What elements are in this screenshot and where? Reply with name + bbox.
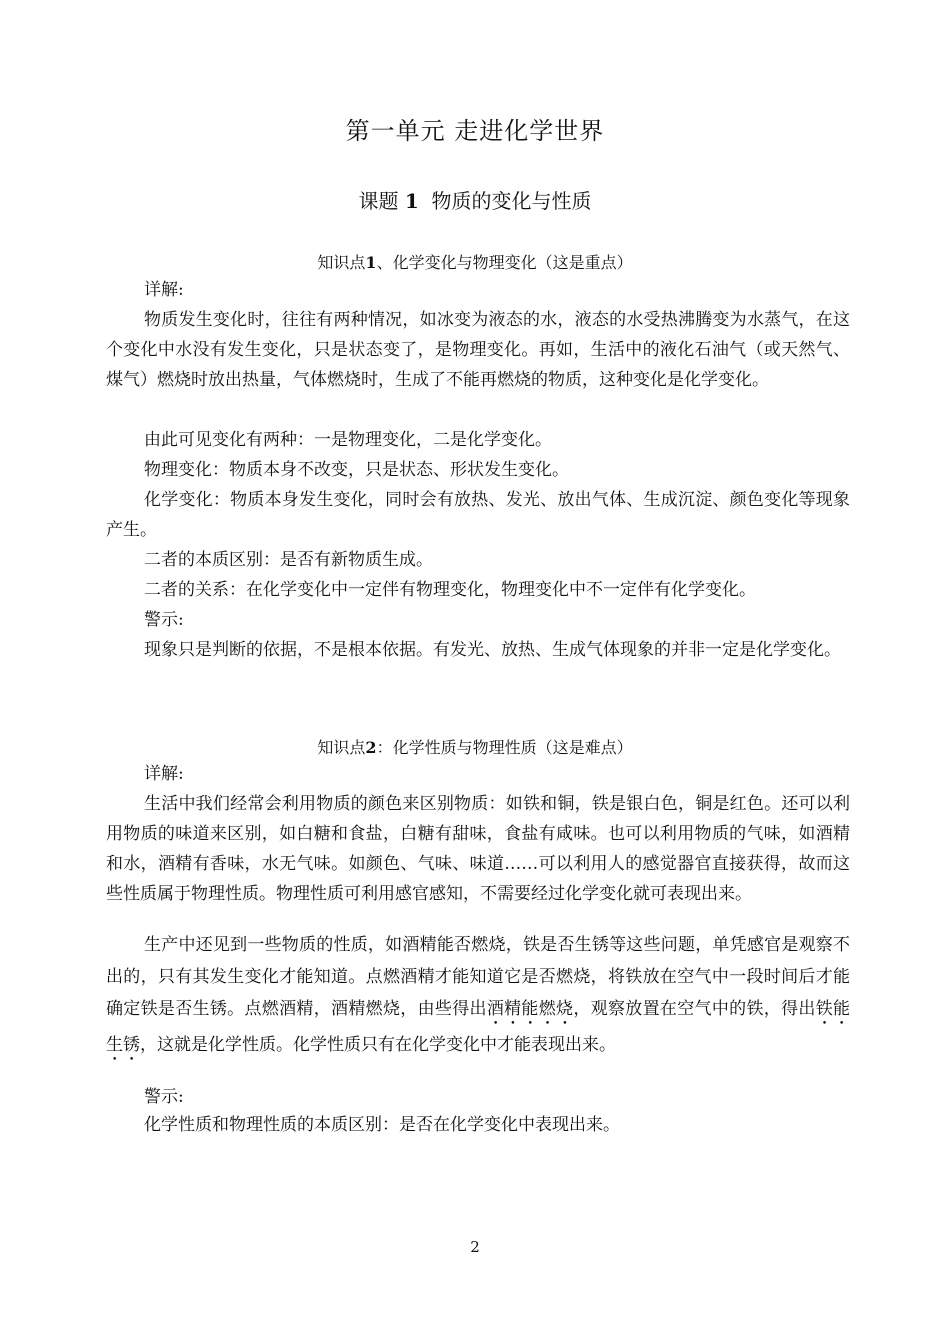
section1-paragraph-4: 化学变化：物质本身发生变化，同时会有放热、发光、放出气体、生成沉淀、颜色变化等现象产生。 (106, 490, 850, 540)
section1-warning-label: 警示: (144, 610, 184, 630)
section1-heading-number: 1 (365, 253, 377, 272)
section1-paragraph-7: 现象只是判断的依据，不是根本依据。有发光、放热、生成气体现象的并非一定是化学变化。 (144, 640, 841, 660)
section1-heading-text: 、化学变化与物理变化（这是重点） (376, 253, 633, 272)
section2-warning-label: 警示: (144, 1087, 184, 1107)
section2-paragraph-2-part-c: ，这就是化学性质。化学性质只有在化学变化中才能表现出来。 (140, 1035, 616, 1055)
emphasis-alcohol-burns: 酒精能燃烧 (486, 999, 574, 1019)
section2-heading (0, 735, 950, 758)
lesson-title (0, 185, 950, 214)
section1-paragraph-3: 物理变化：物质本身不改变，只是状态、形状发生变化。 (144, 460, 569, 480)
section2-heading-number: 2 (365, 738, 377, 757)
section2-paragraph-1: 生活中我们经常会利用物质的颜色来区别物质：如铁和铜，铁是银白色，铜是红色。还可以利用物质的味道来区别，如白糖和食盐，白糖有甜味，食盐有咸味。也可以利用物质的气味，如酒精和水，酒精有香味，水无气味。如颜色、气味、味道……可以利用人的感觉器官直接获得，故而这些性质属于物理性质。物理性质可利用感官感知，不需要经过化学变化就可表现出来。 (106, 794, 850, 904)
section1-paragraph-2: 由此可见变化有两种：一是物理变化，二是化学变化。 (144, 430, 552, 450)
section1-heading (0, 250, 950, 273)
page-number: 2 (470, 1238, 480, 1256)
section1-paragraph-5: 二者的本质区别：是否有新物质生成。 (144, 550, 433, 570)
section1-paragraph-1: 物质发生变化时，往往有两种情况，如冰变为液态的水，液态的水受热沸腾变为水蒸气，在这个变化中水没有发生变化，只是状态变了，是物理变化。再如，生活中的液化石油气（或天然气、煤气）燃烧时放出热量，气体燃烧时，生成了不能再燃烧的物质，这种变化是化学变化。 (106, 310, 850, 390)
section2-heading-prefix: 知识点 (317, 738, 366, 757)
lesson-title-name: 物质的变化与性质 (431, 189, 592, 213)
section2-paragraph-2-part-a: 生产中还见到一些物质的性质，如酒精能否燃烧，铁是否生锈等这些问题，单凭感官是观察不出的，只有其发生变化才能知道。点燃酒精才能知道它是否燃烧，将铁放在空气中一段时间后才能确定铁是否生锈。点燃酒精，酒精燃烧，由些得出 (106, 935, 850, 1019)
section1-heading-prefix: 知识点 (317, 253, 366, 272)
lesson-title-prefix: 课题 (358, 189, 399, 213)
section2-paragraph-3: 化学性质和物理性质的本质区别：是否在化学变化中表现出来。 (144, 1115, 620, 1135)
section1-detail-label: 详解: (144, 280, 184, 300)
section2-paragraph-2-part-b: ，观察放置在空气中的铁，得出 (573, 999, 816, 1019)
lesson-title-number: 1 (404, 189, 419, 213)
emphasis-iron-rusts: 铁能生锈 (106, 999, 851, 1055)
section2-paragraph-2 (106, 929, 850, 1065)
section1-paragraph-6: 二者的关系：在化学变化中一定伴有物理变化，物理变化中不一定伴有化学变化。 (144, 580, 756, 600)
section2-detail-label: 详解: (144, 764, 184, 784)
section2-heading-text: ：化学性质与物理性质（这是难点） (376, 738, 633, 757)
unit-title: 第一单元 走进化学世界 (345, 117, 605, 145)
